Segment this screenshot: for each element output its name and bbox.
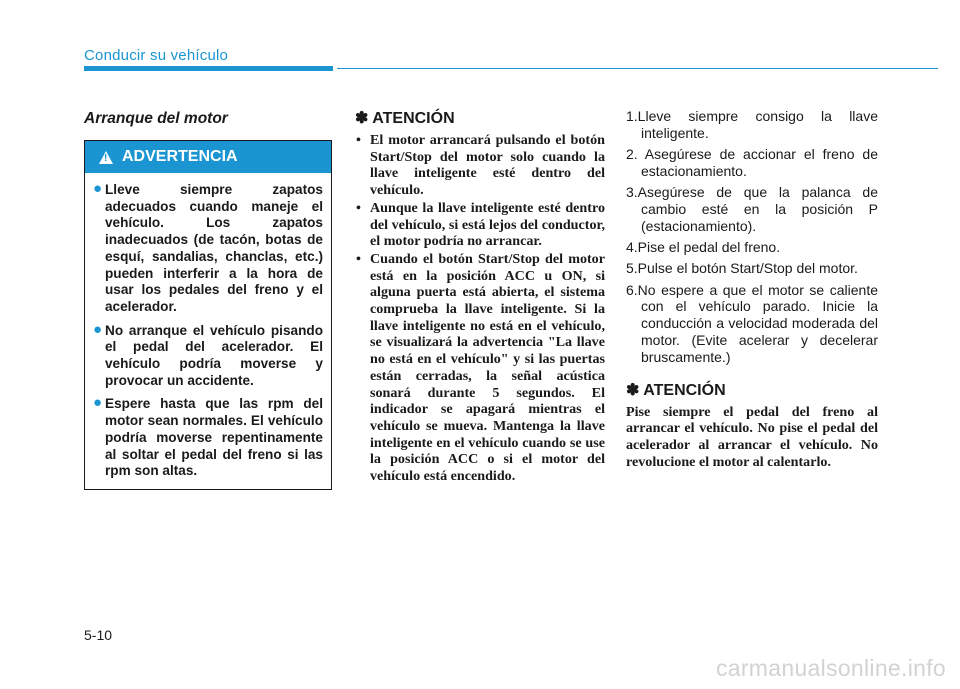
attention2-title: ✽ ATENCIÓN (626, 381, 726, 399)
attention-list (355, 132, 605, 485)
step-item: 1.Lleve siempre consigo la llave inteligente. (626, 108, 878, 141)
warning-box (84, 140, 332, 490)
watermark: carmanualsonline.info (715, 655, 946, 681)
bullet-icon: ● (93, 394, 103, 412)
bullet-icon: • (356, 250, 361, 267)
attention-item: • Aunque la llave inteligente esté dentro del vehículo, si está lejos del conductor, el motor podría no arrancar. (356, 199, 605, 250)
attention-column (355, 108, 605, 486)
bullet-icon: ● (93, 180, 103, 197)
attention-item: • El motor arrancará pulsando el botón Start/Stop del motor solo cuando la llave inteligente esté dentro del vehículo. (356, 132, 605, 199)
bullet-icon: • (356, 199, 361, 216)
warning-item: ● No arranque el vehículo pisando el pedal del acelerador. El vehículo podría moverse y provocar un accidente. (93, 320, 323, 388)
step-item: 2. Asegúrese de accionar el freno de estacionamiento. (626, 146, 878, 179)
step-item: 3.Asegúrese de que la palanca de cambio esté en la posición P (estacionamiento). (626, 184, 878, 234)
header-bar (84, 66, 333, 71)
warning-item: ● Espere hasta que las rpm del motor sean normales. El vehículo podría moverse repentinamente al soltar el pedal del freno si las rpm son altas. (93, 394, 323, 479)
step-item: 6.No espere a que el motor se caliente con el vehículo parado. Inicie la conducción a velocidad moderada del motor. (Evite acelerar y decelerar bruscamente.) (626, 281, 878, 365)
page-number: 5-10 (84, 627, 113, 643)
attention-title: ✽ ATENCIÓN (355, 110, 455, 127)
warning-item: ● Lleve siempre zapatos adecuados cuando maneje el vehículo. Los zapatos inadecuados (de tacón, botas de esquí, sandalias, chanclas, etc.) pueden interferir a la hora de usar los pedales del freno y el acelerador. (93, 180, 323, 314)
attention-item: • Cuando el botón Start/Stop del motor está en la posición ACC u ON, si alguna puerta está abierta, el sistema comprueba la llave inteligente. Si la llave inteligente no está en el vehículo, se visualizará la advertencia "La llave no está en el vehículo" y si las puertas están cerradas, la señal acústica sonará durante 5 segundos. El indicador se apagará mientras el vehículo se mueva. Mantenga la llave inteligente en el vehículo cuando se use la posición ACC o si el motor del vehículo está encendido. (356, 250, 605, 485)
step-item: 4.Pise el pedal del freno. (626, 239, 781, 256)
warning-title: ADVERTENCIA (122, 148, 238, 165)
warning-triangle-icon (99, 151, 113, 164)
warning-header (85, 141, 331, 173)
warning-list (85, 173, 331, 480)
steps-list (626, 108, 878, 366)
header-title: Conducir su vehículo (84, 47, 229, 64)
header-rule (337, 68, 938, 69)
bullet-icon: • (356, 132, 361, 148)
section-title: Arranque del motor (84, 110, 228, 127)
attention2-block (626, 380, 878, 471)
steps-column (626, 108, 878, 470)
attention2-text: Pise siempre el pedal del freno al arrancar el vehículo. No pise el pedal del acelerador al arrancar el vehículo. No revolucione el motor al calentarlo. (626, 403, 878, 470)
bullet-icon: ● (93, 320, 103, 338)
step-item: 5.Pulse el botón Start/Stop del motor. (626, 260, 858, 277)
